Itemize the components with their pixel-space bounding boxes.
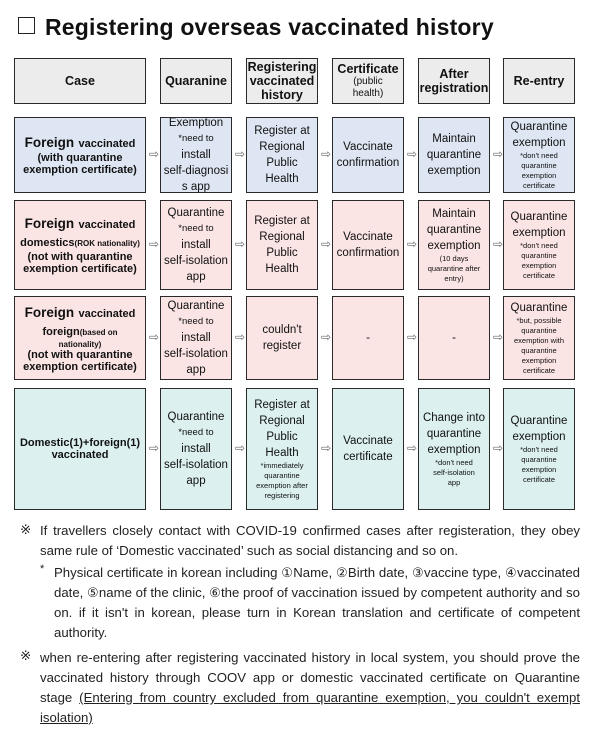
arrow-right-icon: ⇨ bbox=[234, 237, 246, 251]
header-certificate: Certificate (public health) bbox=[332, 58, 404, 104]
note-1: If travellers closely contact with COVID-19 confirmed cases after registeration, they obey same rule of ‘Domestic vaccinated’ such as social distancing and so on. bbox=[40, 523, 580, 558]
arrow-right-icon: ⇨ bbox=[234, 330, 246, 344]
arrow-right-icon: ⇨ bbox=[234, 441, 246, 455]
header-registering: Registering vaccinated history bbox=[247, 60, 317, 102]
arrow-right-icon: ⇨ bbox=[148, 237, 160, 251]
arrow-right-icon: ⇨ bbox=[320, 330, 332, 344]
row1-registering: Register at Regional Public Health bbox=[246, 117, 318, 193]
row3-quarantine: Quarantine *need to install self-isolation app bbox=[160, 296, 232, 380]
row1-quarantine: Exemption *need to install self-diagnosi s app bbox=[160, 117, 232, 193]
row4-registering: Register at Regional Public Health *immediately quarantine exemption after registering bbox=[246, 388, 318, 510]
row4-quarantine: Quarantine *need to install self-isolation app bbox=[160, 388, 232, 510]
row4-reentry: Quarantine exemption *don't need quarantine exemption certificate bbox=[503, 388, 575, 510]
arrow-right-icon: ⇨ bbox=[492, 147, 504, 161]
row2-registering: Register at Regional Public Health bbox=[246, 200, 318, 290]
row4-after: Change into quarantine exemption *don't need self-isolation app bbox=[418, 388, 490, 510]
row2-after: Maintain quarantine exemption (10 days quarantine after entry) bbox=[418, 200, 490, 290]
header-after-registration: After registration bbox=[418, 58, 490, 104]
arrow-right-icon: ⇨ bbox=[406, 330, 418, 344]
header-case: Case bbox=[14, 58, 146, 104]
title-text: Registering overseas vaccinated history bbox=[45, 14, 494, 40]
row3-reentry: Quarantine *but, possible quarantine exemption with quarantine exemption certificate bbox=[503, 296, 575, 380]
arrow-right-icon: ⇨ bbox=[234, 147, 246, 161]
page-title bbox=[18, 14, 494, 41]
arrow-right-icon: ⇨ bbox=[406, 147, 418, 161]
arrow-right-icon: ⇨ bbox=[406, 237, 418, 251]
arrow-right-icon: ⇨ bbox=[148, 330, 160, 344]
row2-case: Foreign vaccinated domestics(ROK nationality) (not with quarantine exemption certificate) bbox=[14, 200, 146, 290]
row3-certificate: - bbox=[332, 296, 404, 380]
header-reentry: Re-entry bbox=[503, 58, 575, 104]
arrow-right-icon: ⇨ bbox=[320, 441, 332, 455]
note-1-sub: Physical certificate in korean including ①Name, ②Birth date, ③vaccine type, ④vaccinated date, ⑤name of the clinic, ⑥the proof of vaccination issued by competent authority and so on. if it isn't in korean, please turn in Korean translation and certificate of competent authority. bbox=[54, 565, 580, 640]
row1-reentry: Quarantine exemption *don't need quarantine exemption certificate bbox=[503, 117, 575, 193]
row2-reentry: Quarantine exemption *don't need quarantine exemption certificate bbox=[503, 200, 575, 290]
row4-certificate: Vaccinate certificate bbox=[332, 388, 404, 510]
row3-after: - bbox=[418, 296, 490, 380]
row1-certificate: Vaccinate confirmation bbox=[332, 117, 404, 193]
arrow-right-icon: ⇨ bbox=[492, 330, 504, 344]
row2-quarantine: Quarantine *need to install self-isolation app bbox=[160, 200, 232, 290]
arrow-right-icon: ⇨ bbox=[148, 441, 160, 455]
row2-certificate: Vaccinate confirmation bbox=[332, 200, 404, 290]
arrow-right-icon: ⇨ bbox=[320, 237, 332, 251]
checkbox-square-icon bbox=[18, 17, 35, 34]
note-2: when re-entering after registering vaccinated history in local system, you should prove the vaccinated history through COOV app or domestic vaccinated certificate on Quarantine stage (Entering from country excluded from quarantine exemption, you couldn't exempt isolation) bbox=[40, 650, 580, 725]
arrow-right-icon: ⇨ bbox=[492, 441, 504, 455]
arrow-right-icon: ⇨ bbox=[492, 237, 504, 251]
arrow-right-icon: ⇨ bbox=[320, 147, 332, 161]
header-quarantine: Quaranine bbox=[160, 58, 232, 104]
star-mark-icon: * bbox=[40, 563, 45, 575]
row1-case: Foreign vaccinated (with quarantine exemption certificate) bbox=[14, 117, 146, 193]
reference-mark-icon-2: ※ bbox=[20, 648, 32, 663]
row3-registering: couldn't register bbox=[246, 296, 318, 380]
reference-mark-icon: ※ bbox=[20, 522, 32, 537]
arrow-right-icon: ⇨ bbox=[148, 147, 160, 161]
arrow-right-icon: ⇨ bbox=[406, 441, 418, 455]
row4-case: Domestic(1)+foreign(1) vaccinated bbox=[14, 388, 146, 510]
row1-after: Maintain quarantine exemption bbox=[418, 117, 490, 193]
row3-case: Foreign vaccinated foreign(based on nationality) (not with quarantine exemption certificate) bbox=[14, 296, 146, 380]
